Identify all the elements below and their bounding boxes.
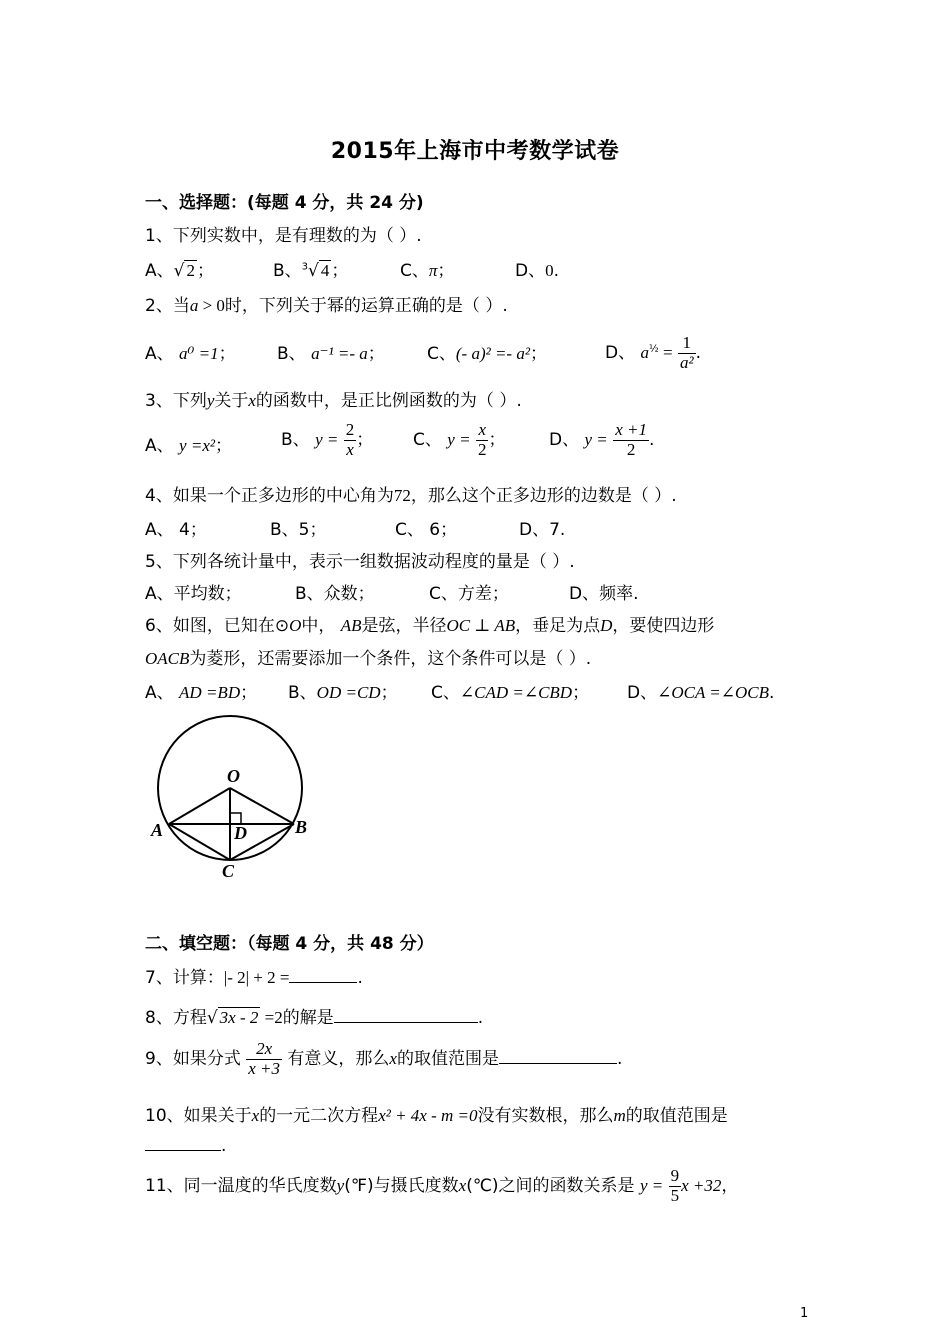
question-6-stem-line1: 6、如图，已知在⊙O中， AB是弦，半径OC ⊥ AB，垂足为点D，要使四边形 (145, 616, 715, 636)
q4-option-c: C、 6； (395, 520, 458, 540)
q3-option-d: D、 y = $\frac{x +1}{2}$ . (549, 420, 655, 459)
question-1-stem: 1、下列实数中，是有理数的为（ ）. (145, 226, 422, 246)
q2-option-d: D、 $a^{\frac{1}{2}}$ = $\frac{1}{\text{a²}}$ . (605, 333, 701, 372)
q6-option-c: C、∠CAD =∠CBD； (431, 683, 590, 703)
question-10-line1: 10、如果关于x的一元二次方程x² + 4x - m =0没有实数根，那么m的取值范围是 (145, 1106, 728, 1126)
label-c: C (222, 861, 235, 881)
segment-oa (169, 788, 230, 824)
label-a: A (151, 820, 164, 840)
section-heading-fill: 二、填空题：（每题 4 分，共 48 分） (145, 934, 434, 954)
q5-option-d: D、频率. (569, 584, 639, 604)
q5-option-b: B、众数； (295, 584, 375, 604)
question-7: 7、计算：|- 2| + 2 = . (145, 968, 363, 988)
question-10-line2: . (145, 1134, 226, 1156)
q2-option-c: C、(- a)² =- a²； (427, 344, 547, 364)
circle-rhombus-figure (145, 712, 325, 882)
q6-option-d: D、∠OCA =∠OCB. (627, 683, 775, 703)
label-d: D (234, 823, 247, 843)
q3-option-b: B、 y = $\frac{2}{x}$ ； (281, 420, 374, 459)
label-o: O (227, 766, 240, 786)
question-2-options (145, 334, 845, 374)
q6-option-b: B、OD =CD； (288, 683, 398, 703)
section-heading-choice: 一、选择题：(每题 4 分，共 24 分) (145, 193, 424, 213)
segment-ob (230, 788, 294, 824)
answer-blank[interactable] (289, 966, 357, 983)
q4-option-a: A、 4； (145, 520, 207, 540)
question-6-stem-line2: OACB为菱形，还需要添加一个条件，这个条件可以是（ ）. (145, 649, 592, 669)
question-4-options (145, 515, 845, 539)
segment-ac (169, 824, 230, 860)
question-9: 9、如果分式 $\frac{2x}{x +3}$ 有意义，那么x的取值范围是 . (145, 1039, 623, 1078)
question-2-stem: 2、当a > 0时，下列关于幂的运算正确的是（ ）. (145, 296, 508, 316)
question-5-options (145, 579, 845, 603)
question-8: 8、方程√ 3x - 2 =2的解是 . (145, 1008, 484, 1028)
question-1-options (145, 256, 845, 280)
label-b: B (295, 817, 308, 837)
page-number: 1 (800, 1306, 809, 1321)
page-title: 2015年上海市中考数学试卷 (330, 139, 620, 164)
question-11: 11、同一温度的华氏度数y(℉)与摄氏度数x(℃)之间的函数关系是 y = $\frac{9}{5}$ x +32， (145, 1166, 739, 1205)
q2-option-b: B、 a⁻¹ =- a； (277, 344, 385, 364)
q3-option-c: C、 y = $\frac{x}{2}$ ； (413, 420, 506, 459)
q1-option-a: A、√ 2 ； (145, 261, 214, 281)
answer-blank[interactable] (334, 1006, 478, 1023)
q1-option-b: B、$^3$√ 4 ； (273, 261, 349, 281)
q4-option-d: D、7. (519, 520, 566, 540)
question-3-options (145, 421, 845, 465)
q4-option-b: B、5； (270, 520, 327, 540)
question-4-stem: 4、如果一个正多边形的中心角为72，那么这个正多边形的边数是（ ）. (145, 486, 677, 506)
q3-option-a: A、 y =x²； (145, 436, 232, 456)
question-3-stem: 3、下列y关于x的函数中，是正比例函数的为（ ）. (145, 391, 522, 411)
q1-option-c: C、π； (400, 261, 455, 281)
q1-option-d: D、0. (515, 261, 559, 281)
q5-option-c: C、方差； (429, 584, 509, 604)
q2-option-a: A、 a⁰ =1； (145, 344, 236, 364)
question-6-options (145, 678, 845, 702)
q5-option-a: A、平均数； (145, 584, 242, 604)
answer-blank[interactable] (499, 1047, 617, 1064)
q6-option-a: A、 AD =BD； (145, 683, 258, 703)
answer-blank[interactable] (145, 1134, 221, 1151)
question-5-stem: 5、下列各统计量中，表示一组数据波动程度的量是（ ）. (145, 552, 575, 572)
